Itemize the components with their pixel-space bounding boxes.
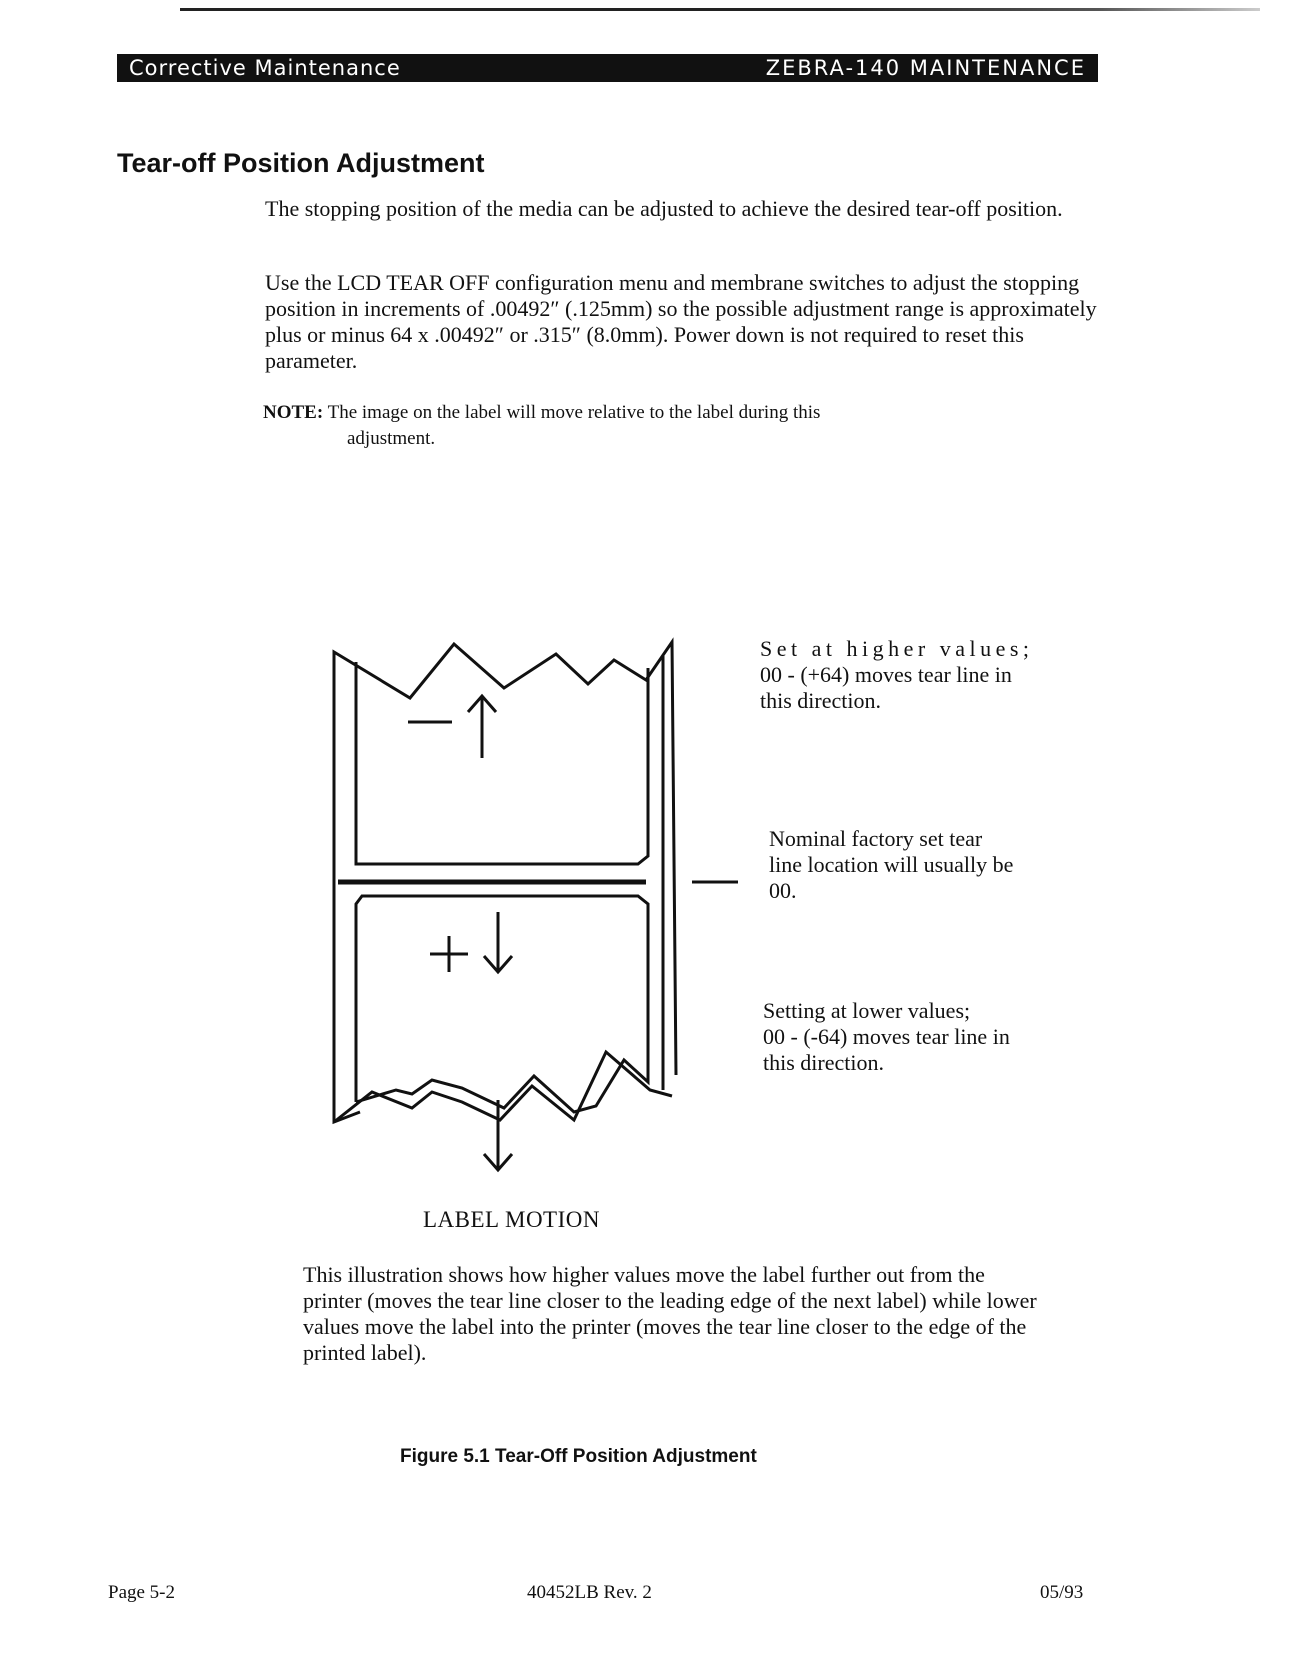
footer-document-id: 40452LB Rev. 2 bbox=[527, 1582, 652, 1603]
note-label: NOTE: bbox=[263, 402, 324, 423]
intro-paragraph: The stopping position of the media can be adjusted to achieve the desired tear-off position. bbox=[265, 196, 1063, 221]
callout-higher-line1: Set at higher values; bbox=[760, 636, 1034, 661]
header-section-name: Corrective Maintenance bbox=[129, 56, 401, 80]
page-header bbox=[117, 54, 1098, 82]
media-outline-top bbox=[334, 642, 676, 1090]
top-rule bbox=[180, 8, 1260, 11]
callout-higher-values bbox=[760, 636, 1080, 714]
callout-lower-values bbox=[763, 998, 1093, 1076]
note bbox=[263, 400, 963, 452]
callout-nominal-line1: Nominal factory set tear bbox=[769, 826, 983, 851]
callout-lower-line2: 00 - (-64) moves tear line in bbox=[763, 1024, 1010, 1049]
callout-nominal-line3: 00. bbox=[769, 878, 797, 903]
callout-lower-line1: Setting at lower values; bbox=[763, 998, 971, 1023]
callout-higher-line3: this direction. bbox=[760, 688, 881, 713]
header-manual-title: ZEBRA-140 MAINTENANCE bbox=[765, 56, 1086, 80]
note-text-line1: The image on the label will move relative to the label during this bbox=[327, 402, 821, 423]
lower-label bbox=[356, 896, 648, 1112]
callout-lower-line3: this direction. bbox=[763, 1050, 884, 1075]
section-title: Tear-off Position Adjustment bbox=[117, 148, 485, 178]
tear-off-diagram bbox=[320, 620, 740, 1180]
callout-nominal bbox=[769, 826, 1099, 904]
figure-explanation: This illustration shows how higher values move the label further out from the printer (moves the tear line closer to the leading edge of the next label) while lower values move the label into the printer (moves the tear line closer to the edge of the printed label). bbox=[303, 1262, 1037, 1365]
callout-nominal-line2: line location will usually be bbox=[769, 852, 1014, 877]
procedure-paragraph: Use the LCD TEAR OFF configuration menu and membrane switches to adjust the stopping position in increments of .00492″ (.125mm) so the possible adjustment range is approximately plus or minus 64 x .00492″ or .315″ (8.0mm). Power down is not required to reset this parameter. bbox=[265, 270, 1097, 373]
note-text-line2: adjustment. bbox=[347, 428, 436, 449]
label-motion-label: LABEL MOTION bbox=[423, 1207, 600, 1232]
footer-date: 05/93 bbox=[1040, 1582, 1084, 1603]
footer-page-number: Page 5-2 bbox=[108, 1582, 176, 1603]
callout-higher-line2: 00 - (+64) moves tear line in bbox=[760, 662, 1012, 687]
figure-title: Figure 5.1 Tear-Off Position Adjustment bbox=[400, 1446, 757, 1467]
